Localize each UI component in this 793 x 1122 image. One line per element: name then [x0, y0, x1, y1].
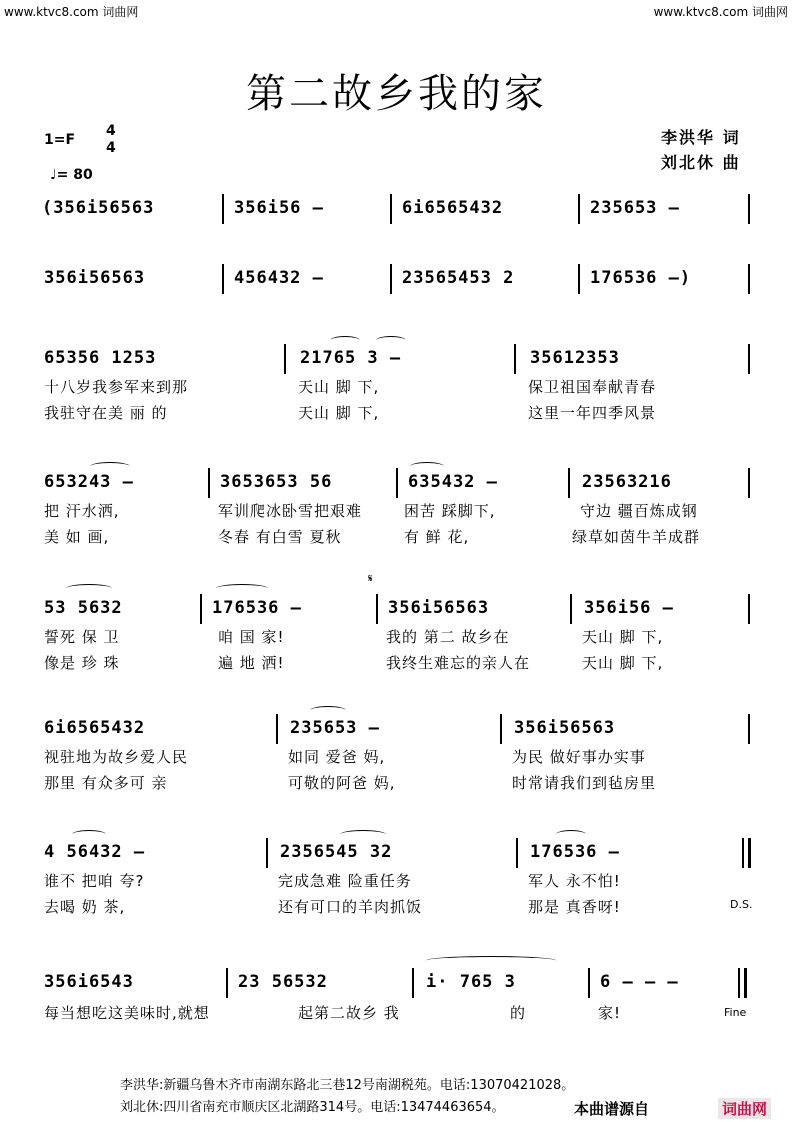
- measure-r7-1: 4 56432 –: [44, 842, 146, 862]
- composer-credit: 刘北休 曲: [661, 153, 741, 172]
- measure-r6-2: 235653 –: [290, 718, 380, 738]
- measure-r1-3: 6i6565432: [402, 198, 504, 218]
- lyric-r7-v1-2: 完成急难 险重任务: [278, 872, 412, 890]
- lyric-r8-v1-2: 起第二故乡 我: [298, 1004, 400, 1022]
- measure-r4-1: 653243 –: [44, 472, 134, 492]
- measure-r1-4: 235653 –: [590, 198, 680, 218]
- measure-r4-4: 23563216: [582, 472, 672, 492]
- slur-arc: [310, 706, 346, 715]
- lyric-r7-v2-3: 那是 真香呀!: [528, 898, 621, 916]
- brand-logo: 词曲网: [718, 1098, 771, 1119]
- slur-arc: [340, 830, 386, 839]
- lyric-r5-v2-2: 遍 地 洒!: [218, 654, 285, 672]
- measure-r2-3: 23565453 2: [402, 268, 515, 288]
- measure-r3-3: 35612353: [530, 348, 620, 368]
- barline: [200, 594, 202, 624]
- fine-marking: Fine: [724, 1006, 747, 1019]
- lyric-r7-v2-2: 还有可口的羊肉抓饭: [278, 898, 423, 916]
- lyric-r6-v1-1: 视驻地为故乡爱人民: [44, 748, 189, 766]
- lyric-r4-v2-3: 有 鲜 花,: [404, 528, 470, 546]
- barline: [578, 264, 580, 294]
- time-signature-top: 4: [106, 123, 116, 139]
- slur-arc: [556, 830, 586, 839]
- barline: [276, 714, 278, 744]
- barline: [514, 344, 516, 374]
- measure-r4-2: 3653653 56: [220, 472, 333, 492]
- measure-r5-2: 176536 –: [212, 598, 302, 618]
- barline: [390, 194, 392, 224]
- slur-arc: [90, 462, 130, 471]
- lyric-r3-v1-3: 保卫祖国奉献青春: [528, 378, 657, 396]
- barline: [568, 468, 570, 498]
- song-title: 第二故乡我的家: [246, 71, 547, 117]
- measure-r7-2: 2356545 32: [280, 842, 393, 862]
- barline: [226, 968, 228, 998]
- barline: [748, 344, 750, 374]
- slur-arc: [376, 336, 406, 345]
- measure-r5-1: 53 5632: [44, 598, 123, 618]
- lyric-r7-v1-3: 军人 永不怕!: [528, 872, 621, 890]
- measure-r6-1: 6i6565432: [44, 718, 146, 738]
- barline: [390, 264, 392, 294]
- lyric-r5-v1-1: 誓死 保 卫: [44, 628, 120, 646]
- lyric-r7-v2-1: 去喝 奶 茶,: [44, 898, 126, 916]
- site-url-left: www.ktvc8.com 词曲网: [4, 5, 139, 19]
- lyric-r6-v1-2: 如同 爱爸 妈,: [288, 748, 386, 766]
- barline: [588, 968, 590, 998]
- barline: [266, 838, 268, 868]
- barline: [396, 468, 398, 498]
- slur-arc: [66, 584, 112, 593]
- lyric-r4-v2-2: 冬春 有白雪 夏秋: [218, 528, 342, 546]
- measure-r1-1: (356i56563: [42, 198, 155, 218]
- barline: [412, 968, 414, 998]
- footer-composer-contact: 刘北休:四川省南充市顺庆区北湖路314号。电话:13474463654。: [120, 1100, 505, 1115]
- barline: [738, 968, 740, 998]
- measure-r8-4: 6 – – –: [600, 972, 679, 992]
- lyric-r3-v1-2: 天山 脚 下,: [298, 378, 380, 396]
- barline: [748, 714, 750, 744]
- barline: [578, 194, 580, 224]
- lyric-r5-v1-3: 我的 第二 故乡在: [386, 628, 510, 646]
- lyric-r5-v2-1: 像是 珍 珠: [44, 654, 120, 672]
- barline: [742, 838, 744, 868]
- lyric-r5-v1-2: 咱 国 家!: [218, 628, 285, 646]
- measure-r2-2: 456432 –: [234, 268, 324, 288]
- lyric-r4-v2-1: 美 如 画,: [44, 528, 110, 546]
- measure-r8-2: 23 56532: [238, 972, 328, 992]
- barline: [748, 264, 750, 294]
- measure-r5-4: 356i56 –: [584, 598, 674, 618]
- segno-sign-icon: 𝄋: [368, 572, 373, 585]
- tempo-marking: ♩= 80: [50, 167, 93, 183]
- ds-marking: D.S.: [730, 898, 753, 911]
- barline: [748, 194, 750, 224]
- barline: [222, 264, 224, 294]
- barline: [570, 594, 572, 624]
- barline: [284, 344, 286, 374]
- slur-arc: [410, 462, 444, 471]
- barline: [208, 468, 210, 498]
- lyric-r7-v1-1: 谁不 把咱 夸?: [44, 872, 145, 890]
- lyric-r4-v1-4: 守边 疆百炼成钢: [580, 502, 698, 520]
- barline: [222, 194, 224, 224]
- site-url-right: www.ktvc8.com 词曲网: [653, 5, 788, 19]
- lyric-r4-v1-3: 困苦 踩脚下,: [404, 502, 496, 520]
- slur-arc: [216, 584, 268, 593]
- lyric-r8-v1-3: 的: [510, 1004, 527, 1022]
- lyric-r5-v1-4: 天山 脚 下,: [582, 628, 664, 646]
- lyric-r5-v2-4: 天山 脚 下,: [582, 654, 664, 672]
- measure-r6-3: 356i56563: [514, 718, 616, 738]
- lyric-r3-v2-1: 我驻守在美 丽 的: [44, 404, 168, 422]
- lyric-r4-v1-1: 把 汗水洒,: [44, 502, 120, 520]
- lyric-r8-v1-1: 每当想吃这美味时,就想: [44, 1004, 210, 1022]
- footer-lyricist-contact: 李洪华:新疆乌鲁木齐市南湖东路北三巷12号南湖税苑。电话:13070421028。: [120, 1078, 575, 1093]
- lyric-r4-v1-2: 军训爬冰卧雪把艰难: [218, 502, 363, 520]
- source-tag: 本曲谱源自: [574, 1100, 650, 1118]
- lyric-r6-v2-1: 那里 有众多可 亲: [44, 774, 168, 792]
- measure-r2-1: 356i56563: [44, 268, 146, 288]
- key-signature: 1=F: [44, 132, 76, 148]
- lyric-r5-v2-3: 我终生难忘的亲人在: [386, 654, 531, 672]
- lyricist-credit: 李洪华 词: [661, 128, 741, 147]
- measure-r2-4: 176536 –): [590, 268, 692, 288]
- measure-r1-2: 356i56 –: [234, 198, 324, 218]
- measure-r8-3: i· 765 3: [426, 972, 516, 992]
- barline: [516, 838, 518, 868]
- measure-r7-3: 176536 –: [530, 842, 620, 862]
- barline: [748, 594, 750, 624]
- slur-arc: [330, 336, 360, 345]
- time-signature-bottom: 4: [106, 140, 116, 156]
- lyric-r3-v2-2: 天山 脚 下,: [298, 404, 380, 422]
- quarter-note-icon: ♩: [50, 167, 57, 183]
- lyric-r3-v2-3: 这里一年四季风景: [528, 404, 657, 422]
- measure-r3-2: 21765 3 –: [300, 348, 402, 368]
- lyric-r3-v1-1: 十八岁我参军来到那: [44, 378, 189, 396]
- repeat-end-barline: [748, 838, 751, 868]
- lyric-r6-v2-3: 时常请我们到毡房里: [512, 774, 657, 792]
- barline: [376, 594, 378, 624]
- barline: [500, 714, 502, 744]
- lyric-r6-v1-3: 为民 做好事办实事: [512, 748, 646, 766]
- final-barline: [744, 968, 747, 998]
- lyric-r4-v2-4: 绿草如茵牛羊成群: [572, 528, 701, 546]
- measure-r3-1: 65356 1253: [44, 348, 157, 368]
- lyric-r8-v1-4: 家!: [598, 1004, 622, 1022]
- barline: [748, 468, 750, 498]
- measure-r5-3: 356i56563: [388, 598, 490, 618]
- measure-r8-1: 356i6543: [44, 972, 134, 992]
- slur-arc: [72, 830, 106, 839]
- lyric-r6-v2-2: 可敬的阿爸 妈,: [288, 774, 396, 792]
- slur-arc: [426, 956, 556, 965]
- measure-r4-3: 635432 –: [408, 472, 498, 492]
